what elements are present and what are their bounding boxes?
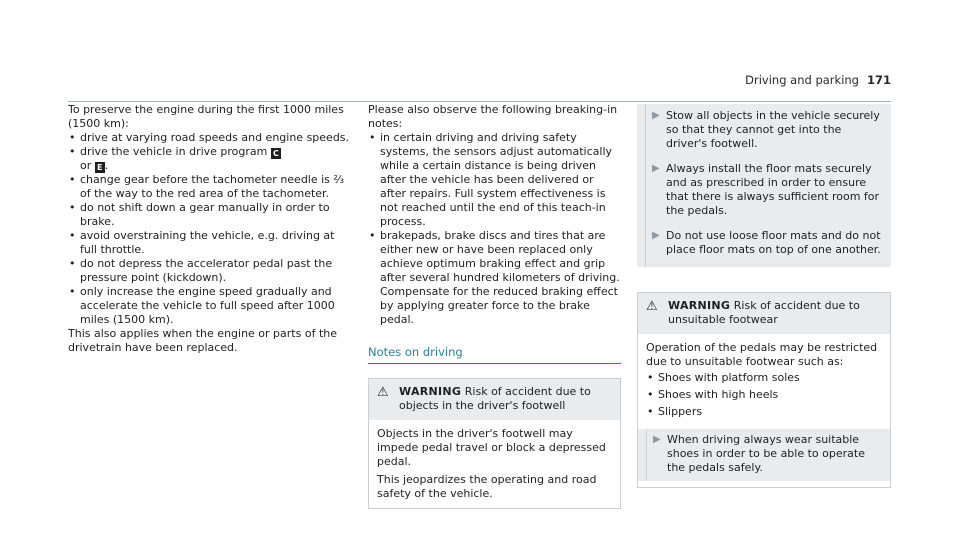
page-number: 171 [866, 73, 891, 87]
outro-text: This also applies when the engine or parts of the drivetrain have been replaced. [68, 327, 337, 354]
breakin-notes-list [368, 131, 621, 327]
section-heading [368, 345, 621, 364]
list-item: • do not shift down a gear manually in order to brake. [68, 201, 350, 229]
warning-title: Risk of accident due to objects in the driver's footwell [399, 385, 591, 412]
list-item-text: drive the vehicle in drive program [80, 145, 268, 158]
intro-text: To preserve the engine during the first 1000 miles (1500 km): [68, 103, 344, 130]
arrow-right-icon: ▶ [652, 110, 660, 121]
page-header [745, 73, 891, 87]
tip-text: Do not use loose floor mats and do not place floor mats on top of one another. [666, 229, 881, 256]
breakin-list [68, 131, 350, 327]
tip-box [637, 104, 891, 267]
warning-label: WARNING [668, 299, 731, 312]
warning-triangle-icon: ⚠ [377, 385, 389, 400]
list-item: • Slippers [646, 405, 882, 419]
list-item: • brakepads, brake discs and tires that are either new or have been replaced only achieve optimum braking effect and grip after several hundred kilometers of driving. Compensate for the reduced braking effect by applying greater force to the brake pedal. [368, 229, 621, 327]
list-item: • Shoes with high heels [646, 388, 882, 402]
section-title: Notes on driving [368, 345, 463, 359]
drive-program-c-icon: C [271, 148, 281, 159]
warning-text: Operation of the pedals may be restricted due to unsuitable footwear such as: [646, 341, 878, 368]
warning-text: Objects in the driver's footwell may impede pedal travel or block a depressed pedal. [377, 427, 606, 468]
list-item: • do not depress the accelerator pedal past the pressure point (kickdown). [68, 257, 350, 285]
warning-label: WARNING [399, 385, 462, 398]
or-text: or [80, 159, 92, 172]
arrow-right-icon: ▶ [652, 230, 660, 241]
list-item: • drive the vehicle in drive program C or E . [68, 145, 350, 173]
tip-item [637, 229, 885, 257]
warning-title: Risk of accident due to unsuitable footwear [668, 299, 860, 326]
list-item: • in certain driving and driving safety systems, the sensors adjust automatically while a certain distance is being driven after the vehicle has been delivered or after repairs. Full system effectiveness is not reached until the end of this teach-in process. [368, 131, 621, 229]
warning-header [369, 379, 620, 420]
list-item: • change gear before the tachometer needle is ⅔ of the way to the red area of the tachometer. [68, 173, 350, 201]
warning-box [637, 292, 891, 488]
tip-item [637, 162, 885, 218]
tip-item [638, 433, 884, 475]
tip-text: Always install the floor mats securely and as prescribed in order to ensure that there is always sufficient room for the pedals. [666, 162, 880, 217]
section-rule [368, 363, 621, 364]
warning-header [638, 293, 890, 334]
intro-text: Please also observe the following breaking-in notes: [368, 103, 618, 130]
warning-triangle-icon: ⚠ [646, 299, 658, 314]
tip-text: Stow all objects in the vehicle securely so that they cannot get into the driver's footwell. [666, 109, 880, 150]
header-rule [68, 101, 891, 102]
warning-text: This jeopardizes the operating and road safety of the vehicle. [377, 473, 597, 500]
column-1 [68, 103, 350, 355]
column-2 [368, 103, 621, 509]
list-item: • only increase the engine speed gradually and accelerate the vehicle to full speed after 1000 miles (1500 km). [68, 285, 350, 327]
arrow-right-icon: ▶ [652, 163, 660, 174]
list-item: • drive at varying road speeds and engine speeds. [68, 131, 350, 145]
footwear-list [646, 371, 882, 419]
warning-body [369, 420, 620, 508]
column-3 [637, 104, 891, 488]
warning-body [638, 334, 890, 423]
tip-item [637, 109, 885, 151]
arrow-right-icon: ▶ [653, 434, 661, 445]
tip-box [638, 429, 890, 481]
list-item: • Shoes with platform soles [646, 371, 882, 385]
section-name: Driving and parking [745, 73, 859, 87]
warning-box [368, 378, 621, 509]
drive-program-e-icon: E [95, 162, 105, 173]
tip-text: When driving always wear suitable shoes in order to be able to operate the pedals safely. [667, 433, 865, 474]
list-item: • avoid overstraining the vehicle, e.g. driving at full throttle. [68, 229, 350, 257]
